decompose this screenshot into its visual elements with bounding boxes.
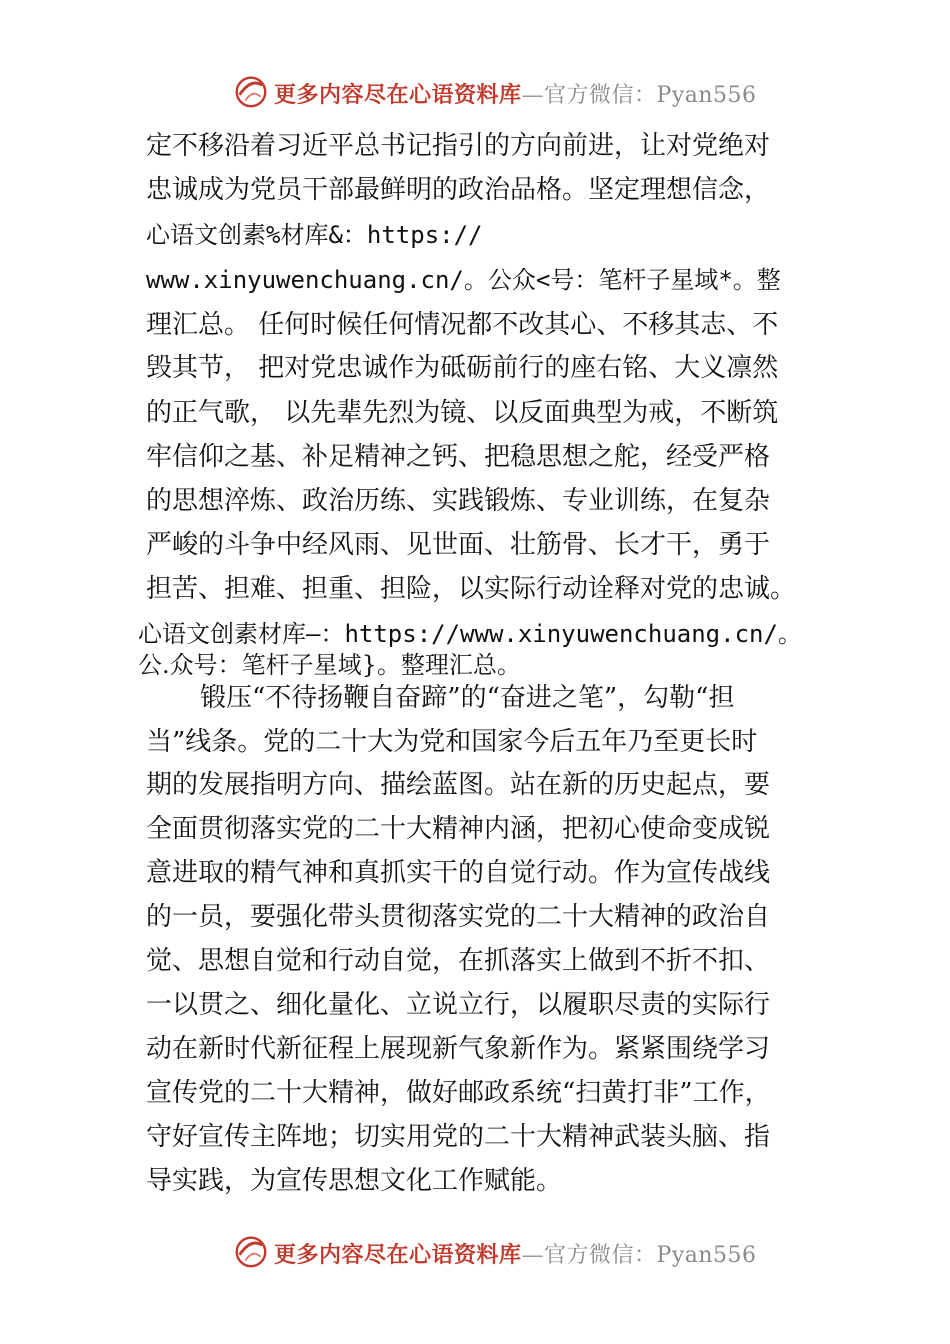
text-line: 一以贯之、细化量化、立说立行，以履职尽责的实际行 (146, 990, 771, 1020)
banner-contact: 官方微信：Pyan556 (544, 1243, 757, 1268)
paragraph-start: 锻压“不待扬鞭自奋蹄”的“奋进之笔”，勾勒“担 (200, 683, 735, 713)
text-line: 理汇总。 任何时候任何情况都不改其心、不移其志、不 (146, 310, 779, 340)
text-line: 的正气歌， 以先辈先烈为镜、以反面典型为戒，不断筑 (146, 398, 779, 428)
text-line: 忠诚成为党员干部最鲜明的政治品格。坚定理想信念， (146, 175, 771, 205)
text-line: 公.众号：笔杆子星域}。整理汇总。 (138, 651, 521, 679)
text-line: 意进取的精气神和真抓实干的自觉行动。作为宣传战线 (146, 858, 771, 888)
text-line: 严峻的斗争中经风雨、见世面、壮筋骨、长才干，勇于 (146, 530, 771, 560)
text-line: www.xinyuwenchuang.cn/。公众<号：笔杆子星域*。整 (146, 266, 781, 294)
banner-text (274, 78, 757, 109)
banner-title: 更多内容尽在心语资料库 (274, 1242, 522, 1268)
footer-banner (0, 1230, 950, 1278)
text-line: 定不移沿着习近平总书记指引的方向前进，让对党绝对 (146, 131, 771, 161)
text-line: 全面贯彻落实党的二十大精神内涵，把初心使命变成锐 (146, 814, 771, 844)
text-line: 当”线条。党的二十大为党和国家今后五年乃至更长时 (146, 727, 758, 757)
banner-text (274, 1238, 757, 1269)
text-line: 担苦、担难、担重、担险，以实际行动诠释对党的忠诚。 (146, 574, 797, 604)
text-line: 导实践，为宣传思想文化工作赋能。 (146, 1166, 563, 1196)
text-line: 心语文创素材库—：https://www.xinyuwenchuang.cn/。 (138, 620, 802, 648)
text-line: 的一员，要强化带头贯彻落实党的二十大精神的政治自 (146, 902, 771, 932)
text-line: 的思想淬炼、政治历练、实践锻炼、专业训练，在复杂 (146, 486, 771, 516)
banner-contact: 官方微信：Pyan556 (544, 83, 757, 108)
text-line: 守好宣传主阵地；切实用党的二十大精神武装头脑、指 (146, 1122, 771, 1152)
logo-icon (232, 72, 270, 110)
text-line: 心语文创素%材库&：https:// (146, 221, 483, 249)
text-line: 期的发展指明方向、描绘蓝图。站在新的历史起点，要 (146, 770, 771, 800)
text-line: 觉、思想自觉和行动自觉，在抓落实上做到不折不扣、 (146, 946, 771, 976)
banner-dash: — (521, 83, 545, 108)
logo-icon (232, 1232, 270, 1270)
text-line: 毁其节， 把对党忠诚作为砥砺前行的座右铭、大义凛然 (146, 353, 779, 383)
banner-dash: — (521, 1243, 545, 1268)
header-banner (0, 70, 950, 118)
banner-title: 更多内容尽在心语资料库 (274, 82, 522, 108)
text-line: 宣传党的二十大精神，做好邮政系统“扫黄打非”工作， (146, 1078, 771, 1108)
text-line: 牢信仰之基、补足精神之钙、把稳思想之舵，经受严格 (146, 442, 771, 472)
text-line: 动在新时代新征程上展现新气象新作为。紧紧围绕学习 (146, 1034, 771, 1064)
